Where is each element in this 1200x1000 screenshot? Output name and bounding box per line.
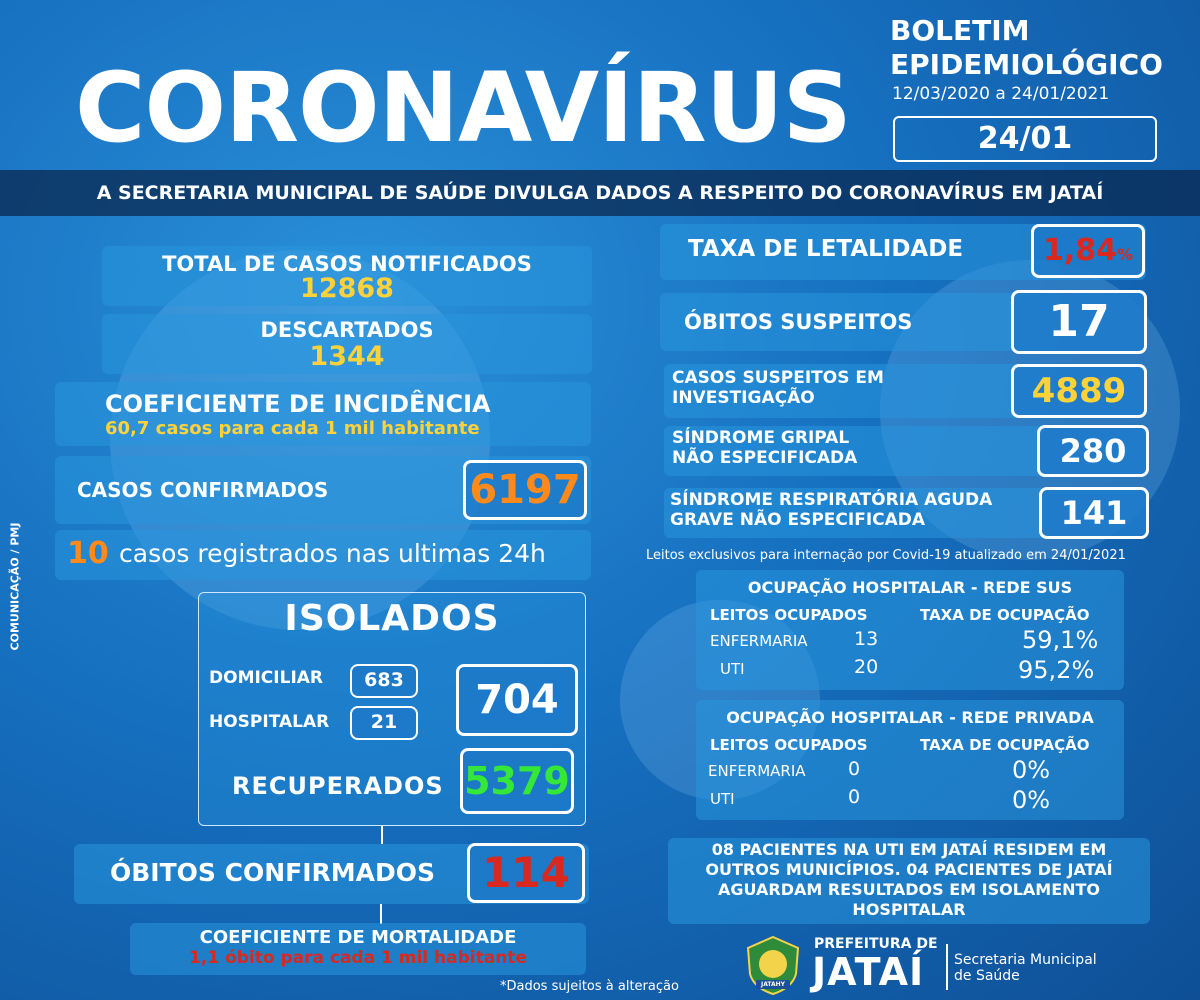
hospitalar-label: HOSPITALAR — [209, 712, 330, 732]
ocupacao-sus-panel — [696, 570, 1124, 690]
mortalidade-label: COEFICIENTE DE MORTALIDADE — [199, 927, 517, 948]
obitos-suspeitos-label: ÓBITOS SUSPEITOS — [684, 310, 913, 334]
isolados-total: 704 — [456, 664, 578, 736]
ocupacao-sus-col1: LEITOS OCUPADOS — [710, 606, 868, 624]
ocupacao-sus-title: OCUPAÇÃO HOSPITALAR - REDE SUS — [747, 578, 1073, 597]
mortalidade-value: 1,1 óbito para cada 1 mil habitante — [189, 948, 527, 968]
confirmados-value: 6197 — [463, 460, 587, 520]
casos-suspeitos-label-1: CASOS SUSPEITOS EM — [672, 368, 884, 388]
recuperados-value: 5379 — [460, 748, 574, 814]
city-seal-text: JATAHY — [760, 981, 786, 988]
city-name: JATAÍ — [812, 950, 925, 994]
recuperados-label: RECUPERADOS — [232, 772, 444, 800]
mortalidade-panel — [130, 923, 586, 975]
domiciliar-label: DOMICILIAR — [209, 668, 324, 688]
secretaria-line-2: de Saúde — [954, 968, 1020, 984]
notice-line-3: AGUARDAM RESULTADOS EM ISOLAMENTO — [717, 880, 1101, 899]
ocupacao-sus-row2-rate: 95,2% — [1018, 656, 1095, 684]
srag-value: 141 — [1039, 487, 1149, 539]
ocupacao-privada-row1-rate: 0% — [1012, 756, 1051, 784]
ultimas-text: casos registrados nas ultimas 24h — [119, 539, 546, 568]
ocupacao-privada-panel — [696, 700, 1124, 820]
obitos-value: 114 — [467, 843, 585, 903]
domiciliar-value: 683 — [350, 664, 418, 698]
connector-line — [381, 826, 383, 844]
ocupacao-privada-title: OCUPAÇÃO HOSPITALAR - REDE PRIVADA — [726, 708, 1094, 727]
prefeitura-label: PREFEITURA DE — [814, 936, 938, 952]
ocupacao-privada-row2-value: 0 — [848, 786, 861, 808]
ocupacao-privada-row2-label: UTI — [710, 790, 735, 808]
incidencia-panel — [55, 382, 591, 446]
bulletin-date: 24/01 — [893, 116, 1157, 162]
connector-line — [380, 904, 382, 924]
bulletin-title-line1: BOLETIM — [890, 14, 1030, 47]
notificados-panel — [102, 246, 592, 306]
city-seal-icon — [742, 934, 804, 996]
ocupacao-privada-col1: LEITOS OCUPADOS — [710, 736, 868, 754]
sindrome-gripal-label-1: SÍNDROME GRIPAL — [672, 428, 850, 448]
info-banner: A SECRETARIA MUNICIPAL DE SAÚDE DIVULGA DADOS A RESPEITO DO CORONAVÍRUS EM JATAÍ — [0, 170, 1200, 216]
ocupacao-sus-row1-value: 13 — [854, 628, 879, 650]
ocupacao-sus-row1-label: ENFERMARIA — [710, 632, 808, 650]
sindrome-gripal-label-2: NÃO ESPECIFICADA — [672, 448, 858, 468]
ultimas-number: 10 — [67, 536, 109, 571]
incidencia-value: 60,7 casos para cada 1 mil habitante — [105, 418, 480, 439]
obitos-label: ÓBITOS CONFIRMADOS — [110, 858, 436, 887]
leitos-note: Leitos exclusivos para internação por Covid-19 atualizado em 24/01/2021 — [646, 548, 1126, 563]
ocupacao-privada-row2-rate: 0% — [1012, 786, 1051, 814]
bulletin-title-line2: EPIDEMIOLÓGICO — [890, 48, 1163, 81]
bulletin-period: 12/03/2020 a 24/01/2021 — [892, 84, 1110, 104]
letalidade-value: 1,84 — [1042, 233, 1117, 268]
secretaria-line-1: Secretaria Municipal — [954, 952, 1097, 968]
descartados-label: DESCARTADOS — [260, 318, 434, 342]
notificados-label: TOTAL DE CASOS NOTIFICADOS — [162, 252, 532, 276]
ocupacao-sus-col2: TAXA DE OCUPAÇÃO — [920, 606, 1090, 624]
letalidade-label: TAXA DE LETALIDADE — [688, 236, 964, 262]
obitos-suspeitos-value: 17 — [1011, 290, 1147, 354]
srag-label-2: GRAVE NÃO ESPECIFICADA — [670, 510, 926, 530]
ocupacao-privada-row1-label: ENFERMARIA — [708, 762, 806, 780]
letalidade-unit: % — [1117, 245, 1134, 264]
notificados-value: 12868 — [300, 273, 394, 304]
sindrome-gripal-value: 280 — [1037, 425, 1149, 477]
footnote: *Dados sujeitos à alteração — [500, 979, 679, 994]
ocupacao-sus-row2-value: 20 — [854, 656, 879, 678]
ocupacao-privada-col2: TAXA DE OCUPAÇÃO — [920, 736, 1090, 754]
hospitalar-value: 21 — [350, 706, 418, 740]
notice-panel — [668, 838, 1150, 924]
descartados-value: 1344 — [309, 341, 385, 372]
descartados-panel — [102, 314, 592, 374]
notice-line-4: HOSPITALAR — [852, 900, 966, 919]
notice-line-2: OUTROS MUNICÍPIOS. 04 PACIENTES DE JATAÍ — [705, 860, 1113, 879]
ocupacao-sus-row1-rate: 59,1% — [1022, 626, 1099, 654]
casos-suspeitos-value: 4889 — [1011, 364, 1147, 418]
ocupacao-privada-row1-value: 0 — [848, 758, 861, 780]
notice-line-1: 08 PACIENTES NA UTI EM JATAÍ RESIDEM EM — [711, 840, 1107, 859]
incidencia-label: COEFICIENTE DE INCIDÊNCIA — [105, 390, 491, 418]
casos-suspeitos-label-2: INVESTIGAÇÃO — [672, 388, 815, 408]
ocupacao-sus-row2-label: UTI — [720, 660, 745, 678]
isolados-title: ISOLADOS — [284, 598, 500, 639]
footer-divider — [946, 944, 948, 990]
srag-label-1: SÍNDROME RESPIRATÓRIA AGUDA — [670, 490, 993, 510]
confirmados-label: CASOS CONFIRMADOS — [77, 478, 329, 502]
letalidade-value-box — [1031, 224, 1145, 278]
side-credit: COMUNICAÇÃO / PMJ — [8, 522, 22, 651]
ultimas-panel — [55, 530, 591, 580]
page-title: CORONAVÍRUS — [75, 52, 851, 164]
